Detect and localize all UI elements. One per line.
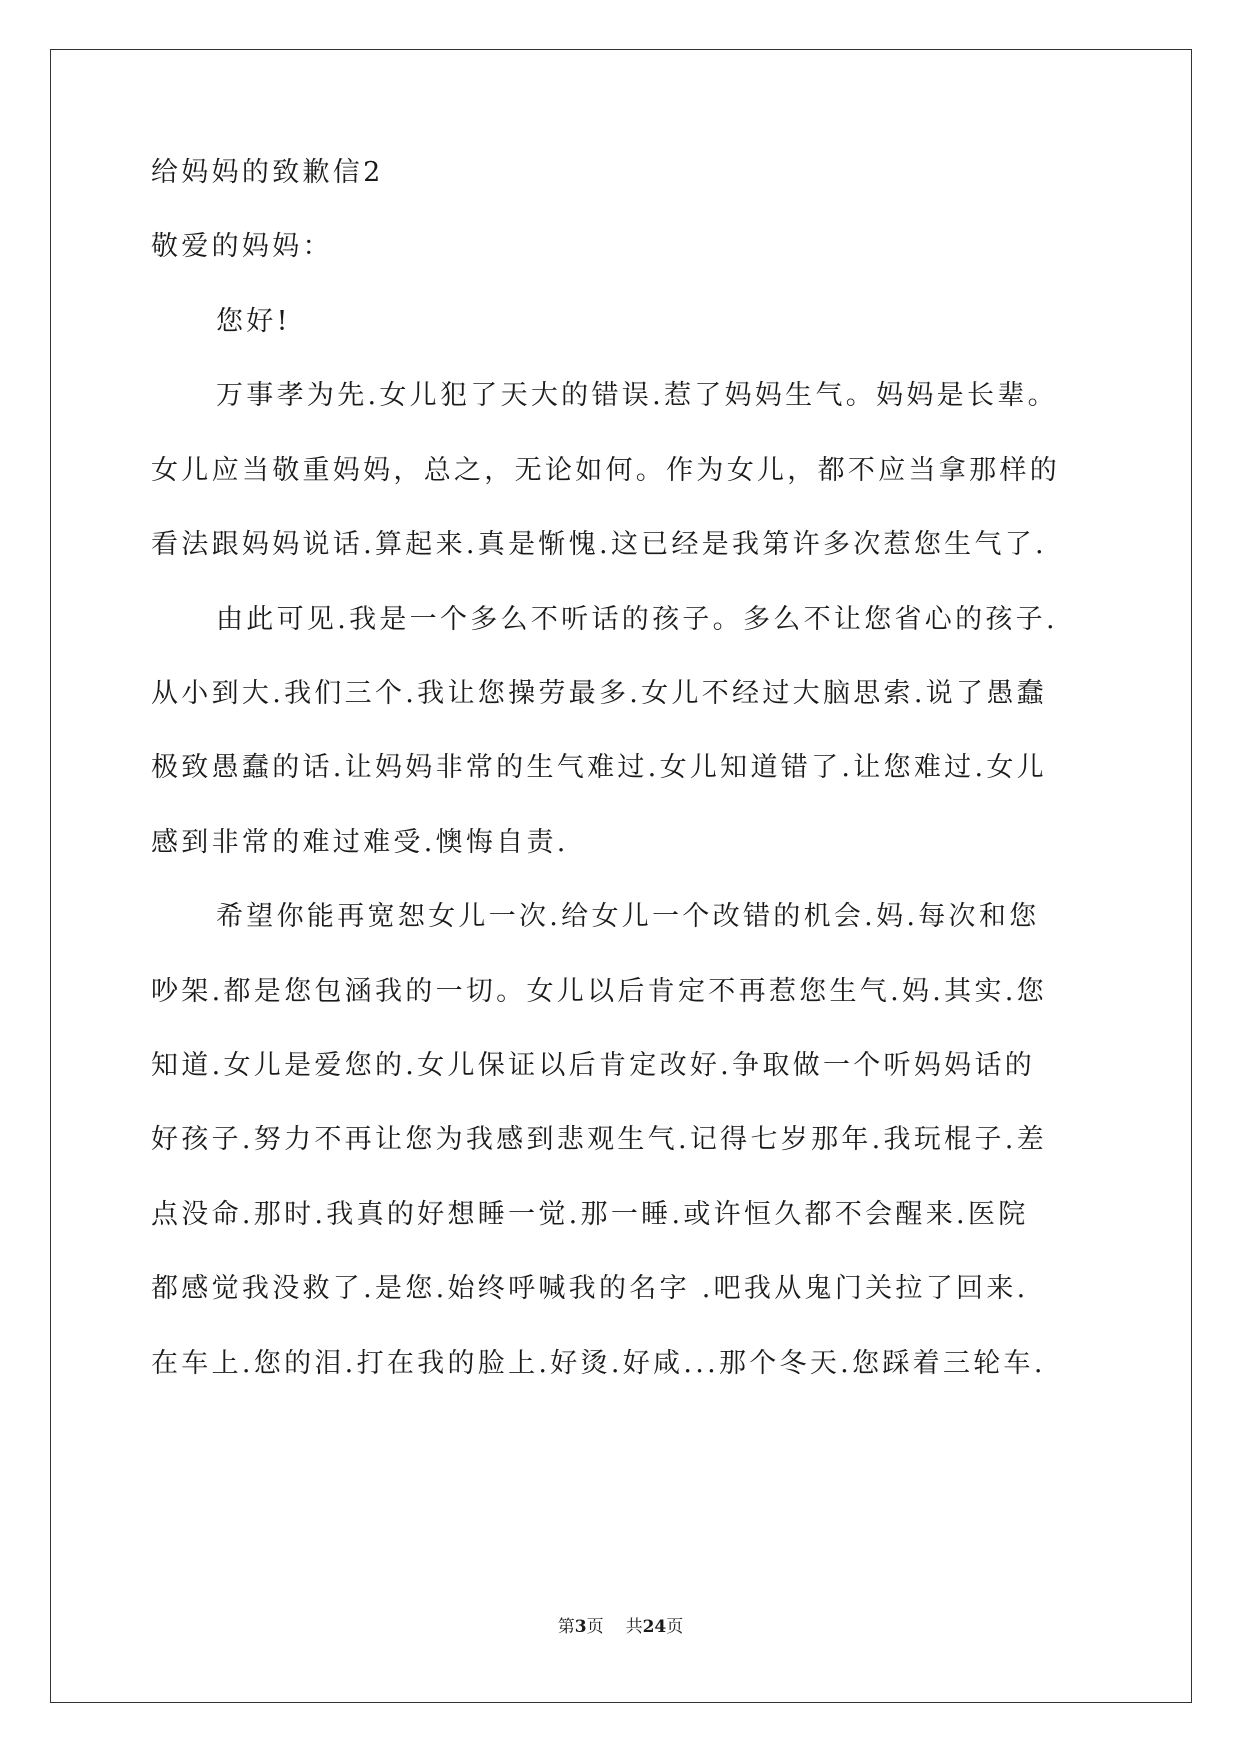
paragraph-line: 都感觉我没救了.是您.始终呼喊我的名字 .吧我从鬼门关拉了回来. bbox=[151, 1273, 1029, 1304]
page-unit: 页 bbox=[586, 1617, 604, 1637]
paragraph-line: 万事孝为先.女儿犯了天大的错误.惹了妈妈生气。妈妈是长辈。 bbox=[216, 380, 1058, 411]
paragraph-line: 希望你能再宽恕女儿一次.给女儿一个改错的机会.妈.每次和您 bbox=[216, 901, 1040, 932]
paragraph-line: 女儿应当敬重妈妈，总之，无论如何。作为女儿，都不应当拿那样的 bbox=[151, 455, 1060, 486]
paragraph-line: 在车上.您的泪.打在我的脸上.好烫.好咸...那个冬天.您踩着三轮车. bbox=[151, 1348, 1046, 1379]
page-footer bbox=[0, 1615, 1241, 1639]
letter-greeting: 敬爱的妈妈： bbox=[151, 231, 333, 262]
page-prefix: 第 bbox=[557, 1617, 575, 1637]
paragraph-line: 知道.女儿是爱您的.女儿保证以后肯定改好.争取做一个听妈妈话的 bbox=[151, 1050, 1036, 1081]
total-prefix: 共 bbox=[625, 1617, 643, 1637]
page-total: 24 bbox=[642, 1617, 667, 1637]
page-current: 3 bbox=[574, 1617, 587, 1637]
paragraph-line: 吵架.都是您包涵我的一切。女儿以后肯定不再惹您生气.妈.其实.您 bbox=[151, 976, 1047, 1007]
letter-salutation: 您好! bbox=[216, 306, 291, 337]
letter-title: 给妈妈的致歉信2 bbox=[151, 157, 384, 188]
paragraph-line: 看法跟妈妈说话.算起来.真是惭愧.这已经是我第许多次惹您生气了. bbox=[151, 529, 1047, 560]
paragraph-line: 极致愚蠢的话.让妈妈非常的生气难过.女儿知道错了.让您难过.女儿 bbox=[151, 752, 1047, 783]
paragraph-line: 由此可见.我是一个多么不听话的孩子。多么不让您省心的孩子. bbox=[216, 604, 1058, 635]
paragraph-line: 点没命.那时.我真的好想睡一觉.那一睡.或许恒久都不会醒来.医院 bbox=[151, 1199, 1029, 1230]
paragraph-line: 好孩子.努力不再让您为我感到悲观生气.记得七岁那年.我玩棍子.差 bbox=[151, 1124, 1047, 1155]
page-border bbox=[50, 49, 1192, 1703]
paragraph-line: 从小到大.我们三个.我让您操劳最多.女儿不经过大脑思索.说了愚蠢 bbox=[151, 678, 1047, 709]
paragraph-line: 感到非常的难过难受.懊悔自责. bbox=[151, 827, 569, 858]
total-unit: 页 bbox=[666, 1617, 684, 1637]
